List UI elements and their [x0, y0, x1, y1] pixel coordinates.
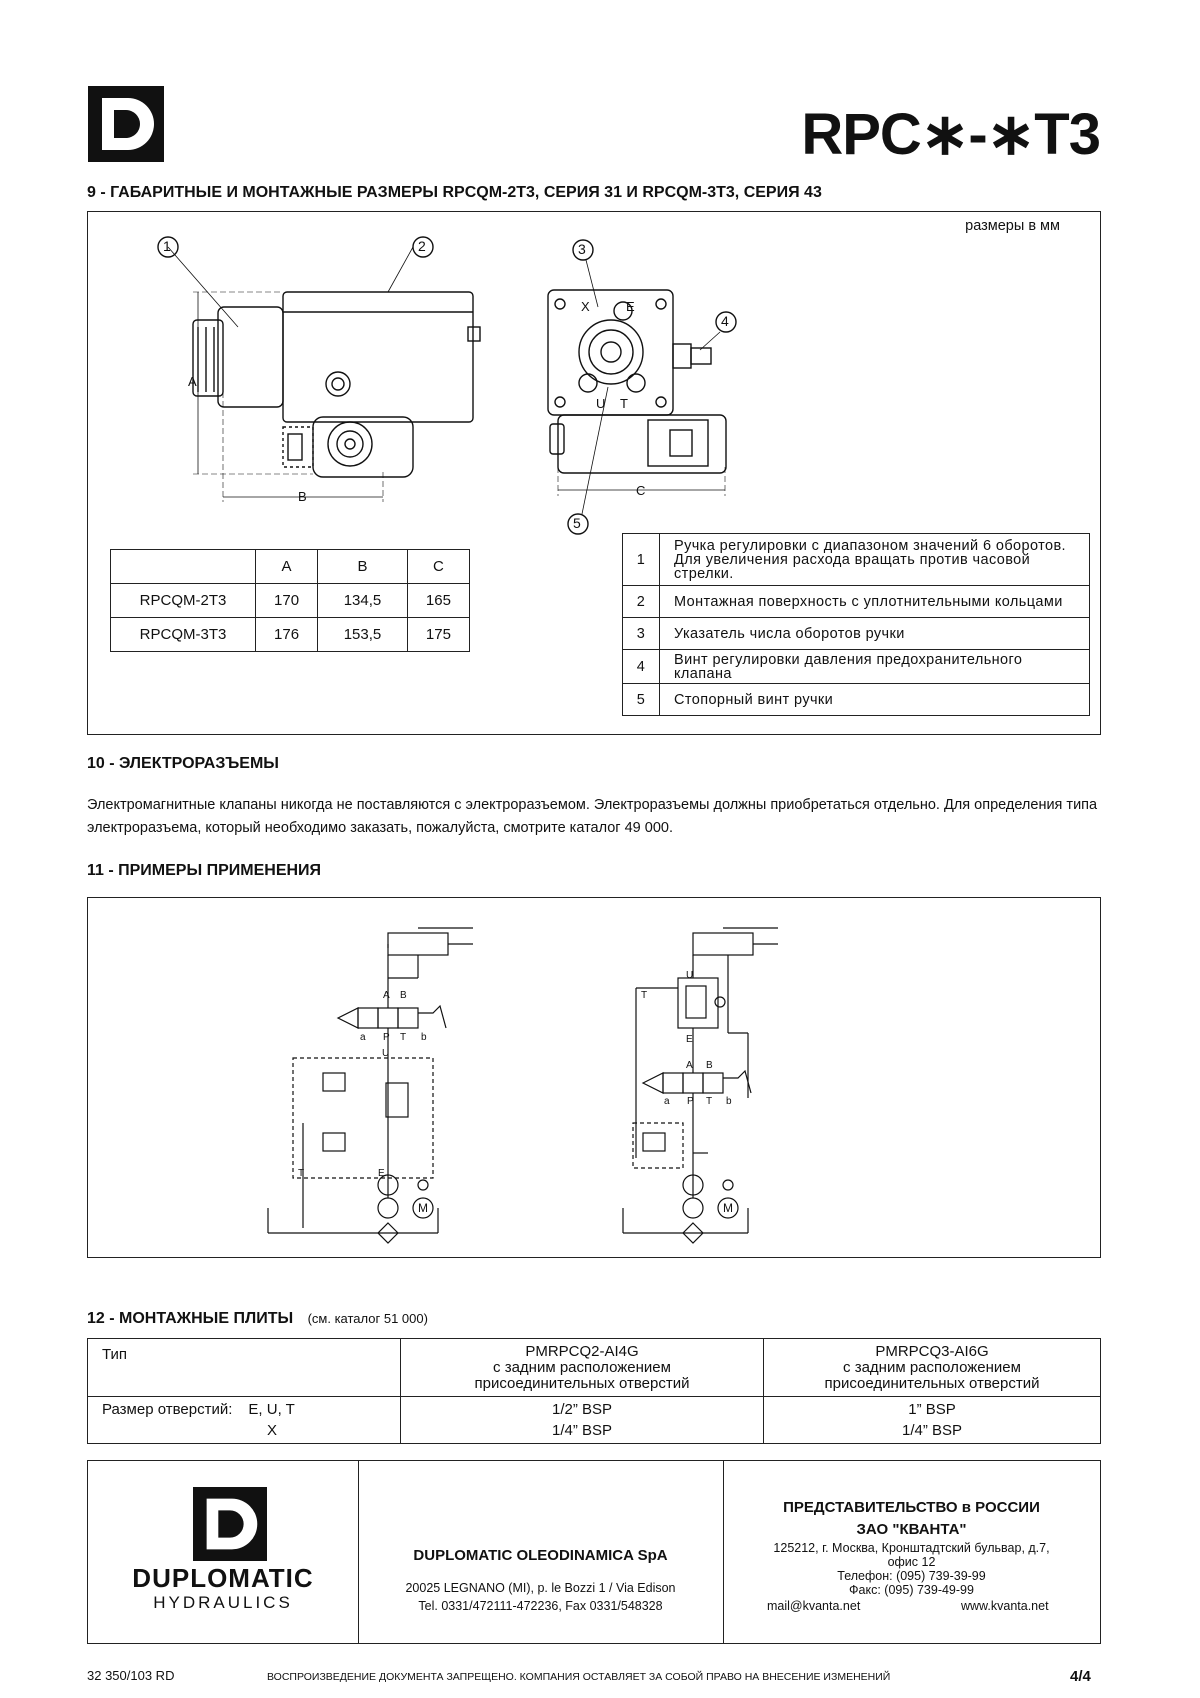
table-cell: 153,5 [318, 618, 408, 652]
legend-text: Винт регулировки давления предохранительного клапана [660, 650, 1090, 684]
dim-label-b: B [298, 489, 307, 504]
rep-email[interactable]: mail@kvanta.net [767, 1599, 861, 1613]
port-a-right: A [686, 1060, 693, 1071]
port-t-left: T [400, 1032, 407, 1043]
rep-website[interactable]: www.kvanta.net [961, 1599, 1049, 1613]
rep-phone: Телефон: (095) 739-39-99 [837, 1569, 986, 1583]
table-cell: Тип [88, 1339, 401, 1397]
port-a-lower-right: a [664, 1096, 670, 1107]
port-b-left: B [400, 990, 407, 1001]
legend-num: 2 [623, 586, 660, 618]
units-note: размеры в мм [965, 218, 1060, 234]
legend-text: Указатель числа оборотов ручки [660, 618, 1090, 650]
plate1-code: PMRPCQ2-AI4G [525, 1342, 639, 1360]
port-x: X [267, 1422, 278, 1439]
plate2-eut: 1” BSP [908, 1401, 956, 1418]
duplomatic-logo-icon [88, 86, 164, 162]
legend-text: Монтажная поверхность с уплотнительными кольцами [660, 586, 1090, 618]
brand-line2: HYDRAULICS [153, 1593, 293, 1612]
table-cell: C [407, 550, 469, 584]
port-t-right: T [641, 990, 648, 1001]
table-row [88, 1339, 1101, 1397]
copyright-notice: ВОСПРОИЗВЕДЕНИЕ ДОКУМЕНТА ЗАПРЕЩЕНО. КОМПАНИЯ ОСТАВЛЯЕТ ЗА СОБОЙ ПРАВО НА ВНЕСЕНИЕ ИЗМЕНЕНИЙ [267, 1671, 891, 1683]
plates-table [87, 1338, 1101, 1444]
company-address: 20025 LEGNANO (MI), p. le Bozzi 1 / Via Edison [405, 1581, 676, 1595]
table-cell: 175 [407, 618, 469, 652]
doc-number: 32 350/103 RD [87, 1668, 175, 1683]
plate2-desc1: с задним расположением [843, 1358, 1021, 1376]
rep-title: ПРЕДСТАВИТЕЛЬСТВО в РОССИИ [783, 1499, 1040, 1516]
callout-4: 4 [721, 313, 729, 329]
dim-label-a: A [188, 374, 197, 389]
section12-title [87, 1310, 428, 1328]
table-row [111, 584, 470, 618]
callout-2: 2 [418, 238, 426, 254]
port-b-lower-right: b [726, 1096, 732, 1107]
footer-company-cell [358, 1461, 724, 1643]
table-cell: B [318, 550, 408, 584]
port-size-label: Размер отверстий: [102, 1401, 233, 1418]
table-cell [401, 1339, 764, 1397]
port-label-e: E [626, 299, 635, 314]
legend-num: 5 [623, 684, 660, 716]
hydraulic-diagrams-frame [87, 897, 1101, 1258]
table-cell [88, 1397, 401, 1444]
plate2-x: 1/4” BSP [901, 1422, 963, 1439]
port-p-right: P [687, 1096, 694, 1107]
legend-row [623, 684, 1090, 716]
brand-line1: DUPLOMATIC [132, 1563, 314, 1593]
plate1-x: 1/4” BSP [551, 1422, 613, 1439]
legend-row [623, 618, 1090, 650]
section10-title: 10 - ЭЛЕКТРОРАЗЪЕМЫ [87, 755, 279, 772]
legend-row [623, 650, 1090, 684]
legend-text: Стопорный винт ручки [660, 684, 1090, 716]
table-cell [764, 1339, 1101, 1397]
table-cell [401, 1397, 764, 1444]
callout-3: 3 [578, 241, 586, 257]
rep-address: 125212, г. Москва, Кронштадтский бульвар, д.7, [773, 1541, 1050, 1555]
company-name: DUPLOMATIC OLEODINAMICA SpA [413, 1547, 668, 1564]
port-u-right: U [686, 970, 694, 981]
dim-label-c: C [636, 483, 646, 498]
footer-box [87, 1460, 1101, 1644]
section12-heading: 12 - МОНТАЖНЫЕ ПЛИТЫ [87, 1310, 294, 1327]
port-t2-left: T [298, 1168, 305, 1179]
table-cell: 170 [256, 584, 318, 618]
legend-num: 1 [623, 534, 660, 586]
port-u-left: U [382, 1048, 390, 1059]
page-number: 4/4 [1070, 1668, 1091, 1685]
port-eut: E, U, T [248, 1401, 295, 1418]
plate1-desc1: с задним расположением [493, 1358, 671, 1376]
callout-5: 5 [573, 515, 581, 531]
port-label-u: U [596, 396, 606, 411]
table-cell: A [256, 550, 318, 584]
table-cell [111, 550, 256, 584]
company-phone: Tel. 0331/472111-472236, Fax 0331/548328 [418, 1599, 663, 1613]
rep-office: офис 12 [887, 1555, 936, 1569]
plate2-desc2: присоединительных отверстий [824, 1374, 1040, 1392]
rep-company: ЗАО "КВАНТА" [856, 1521, 967, 1538]
footer-rep-cell [723, 1461, 1100, 1643]
motor-left: M [418, 1201, 428, 1215]
port-label-x: X [581, 299, 590, 314]
dimensions-frame [87, 211, 1101, 735]
section12-note: (см. каталог 51 000) [307, 1311, 428, 1326]
port-a-lower-left: a [360, 1032, 366, 1043]
table-row [111, 618, 470, 652]
hydraulic-schematics [88, 898, 1098, 1255]
product-code: RPC∗-∗T3 [801, 102, 1100, 167]
legend-text: Ручка регулировки с диапазоном значений 6 оборотов. Для увеличения расхода вращать против часовой стрелки. [660, 534, 1090, 586]
table-cell: 176 [256, 618, 318, 652]
plate1-desc2: присоединительных отверстий [474, 1374, 690, 1392]
rep-fax: Факс: (095) 739-49-99 [849, 1583, 974, 1597]
port-b-lower-left: b [421, 1032, 427, 1043]
port-t2-right: T [706, 1096, 713, 1107]
table-cell: 165 [407, 584, 469, 618]
legend-table [622, 533, 1090, 716]
legend-num: 4 [623, 650, 660, 684]
table-cell: RPCQM-3T3 [111, 618, 256, 652]
section10-text: Электромагнитные клапаны никогда не поставляются с электроразъемом. Электроразъемы должны приобретаться отдельно. Для определения типа электроразъема, который необходимо заказать, пожалуйста, смотрите каталог 49 000. [87, 797, 1098, 836]
table-cell: 134,5 [318, 584, 408, 618]
legend-row [623, 534, 1090, 586]
dimensions-table [110, 549, 470, 652]
table-row [111, 550, 470, 584]
callout-1: 1 [163, 238, 171, 254]
dimension-drawing [88, 212, 1098, 542]
table-row [88, 1397, 1101, 1444]
motor-right: M [723, 1201, 733, 1215]
port-p-left: P [383, 1032, 390, 1043]
port-b-right: B [706, 1060, 713, 1071]
legend-num: 3 [623, 618, 660, 650]
table-cell: RPCQM-2T3 [111, 584, 256, 618]
legend-row [623, 586, 1090, 618]
table-cell [764, 1397, 1101, 1444]
footer-brand-cell [88, 1461, 359, 1643]
port-e-right: E [686, 1034, 693, 1045]
port-e-left: E [378, 1168, 385, 1179]
section11-title: 11 - ПРИМЕРЫ ПРИМЕНЕНИЯ [87, 862, 322, 879]
plate2-code: PMRPCQ3-AI6G [875, 1342, 989, 1360]
section9-title: 9 - ГАБАРИТНЫЕ И МОНТАЖНЫЕ РАЗМЕРЫ RPCQM-2T3, СЕРИЯ 31 И RPCQM-3T3, СЕРИЯ 43 [87, 184, 822, 201]
port-label-t: T [620, 396, 628, 411]
duplomatic-logo-icon [193, 1487, 267, 1561]
plate1-eut: 1/2” BSP [551, 1401, 613, 1418]
port-a-left: A [383, 990, 390, 1001]
